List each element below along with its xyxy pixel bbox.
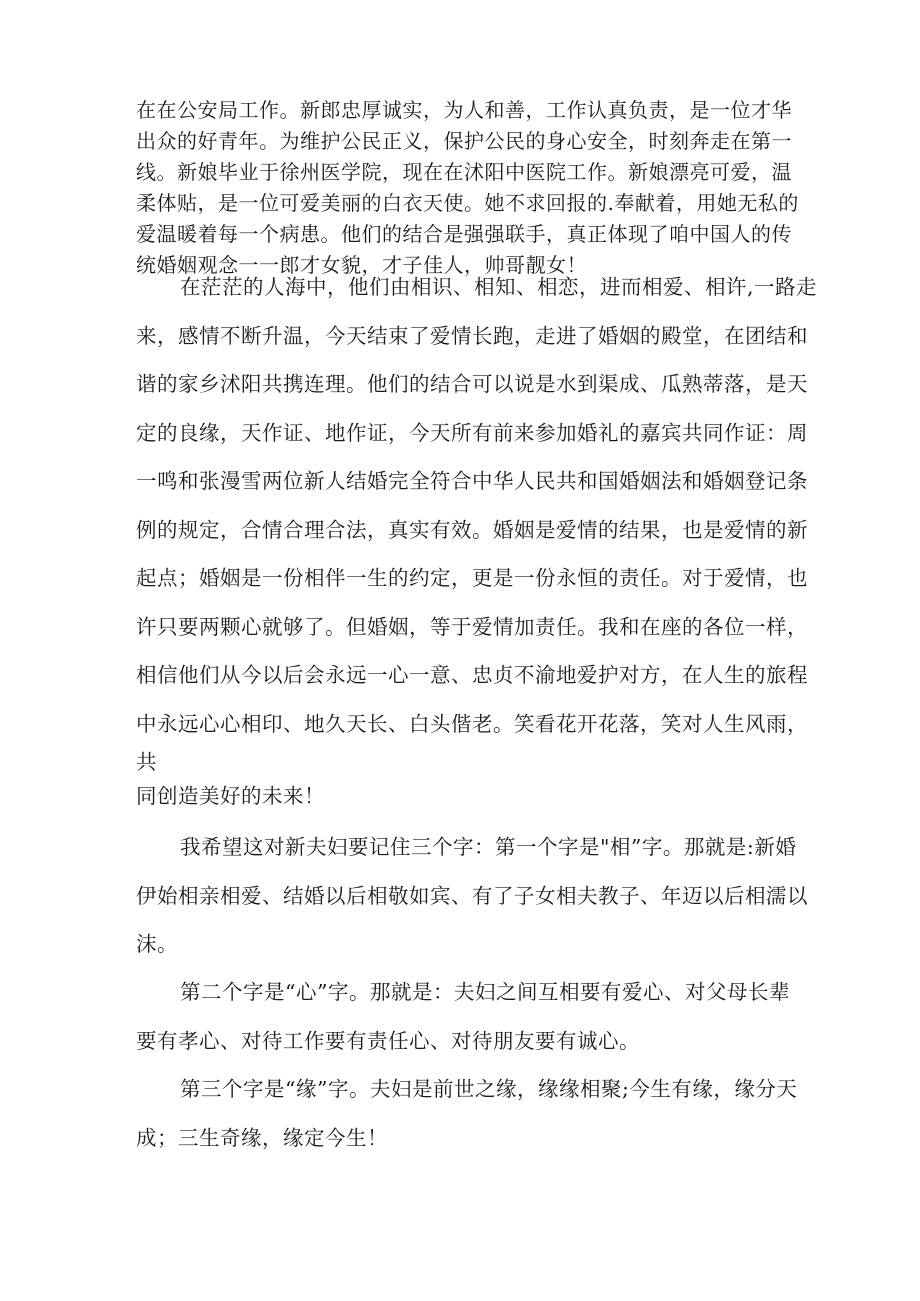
text-line: 成；三生奇缘，缘定今生！: [136, 1125, 388, 1150]
paragraph-first-word: [136, 823, 808, 969]
text-line: 定的良缘，天作证、地作证，今天所有前来参加婚礼的嘉宾共同作证：周: [136, 420, 808, 445]
paragraph-marriage-testimony: [136, 263, 818, 816]
text-line: 线。新娘毕业于徐州医学院，现在在沭阳中医院工作。新娘漂亮可爱，温: [136, 160, 792, 184]
text-line: 沫。: [136, 932, 178, 956]
text-line: 来，感情不断升温，今天结束了爱情长跑，走进了婚姻的殿堂，在团结和: [136, 323, 808, 348]
paragraph-second-word: [136, 968, 796, 1065]
text-line: 一鸣和张漫雪两位新人结婚完全符合中华人民共和国婚姻法和婚姻登记条: [136, 469, 808, 493]
text-line: 爱温暖着每一个病患。他们的结合是强强联手，真正体现了咱中国人的传: [136, 222, 792, 246]
text-line: 在茫茫的人海中，他们由相识、相知、相恋，进而相爱、相许,一路走: [180, 275, 818, 299]
text-line: 谐的家乡沭阳共携连理。他们的结合可以说是水到渠成、瓜熟蒂落，是天: [136, 372, 808, 396]
paragraph-third-word: [136, 1065, 796, 1162]
text-line: 共: [136, 750, 157, 774]
text-line: 出众的好青年。为维护公民正义，保护公民的身心安全，时刻奔走在第一: [136, 129, 792, 153]
text-line: 第二个字是“心”字。那就是：夫妇之间互相要有爱心、对父母长辈: [180, 980, 790, 1004]
text-line: 例的规定，合情合理合法，真实有效。婚姻是爱情的结果，也是爱情的新: [136, 517, 808, 542]
text-line: 伊始相亲相爱、结婚以后相敬如宾、有了子女相夫教子、年迈以后相濡以: [136, 883, 808, 908]
text-line: 在在公安局工作。新郎忠厚诚实，为人和善，工作认真负责，是一位才华: [136, 98, 792, 122]
text-line: 第三个字是“缘”字。夫妇是前世之缘，缘缘相聚;今生有缘，缘分天: [180, 1077, 798, 1101]
text-line: 柔体贴，是一位可爱美丽的白衣天使。她不求回报的.奉献着，用她无私的: [136, 191, 799, 215]
text-line: 相信他们从今以后会永远一心一意、忠贞不渝地爱护对方，在人生的旅程: [136, 663, 808, 687]
text-line: 统婚姻观念一一郎才女貌，才子佳人，帅哥靓女！: [136, 253, 587, 277]
text-line: 起点；婚姻是一份相伴一生的约定，更是一份永恒的责任。对于爱情，也: [136, 566, 808, 590]
text-line: 要有孝心、对待工作要有责任心、对待朋友要有诚心。: [136, 1028, 640, 1053]
paragraph-groom-bride-intro: [136, 95, 799, 281]
text-line: 同创造美好的未来！: [136, 784, 325, 808]
text-line: 许只要两颗心就够了。但婚姻，等于爱情加责任。我和在座的各位一样，: [136, 614, 808, 639]
text-line: 中永远心心相印、地久天长、白头偕老。笑看花开花落，笑对人生风雨，: [136, 711, 808, 736]
text-line: 我希望这对新夫妇要记住三个字：第一个字是"相”字。那就是:新婚: [180, 835, 797, 859]
